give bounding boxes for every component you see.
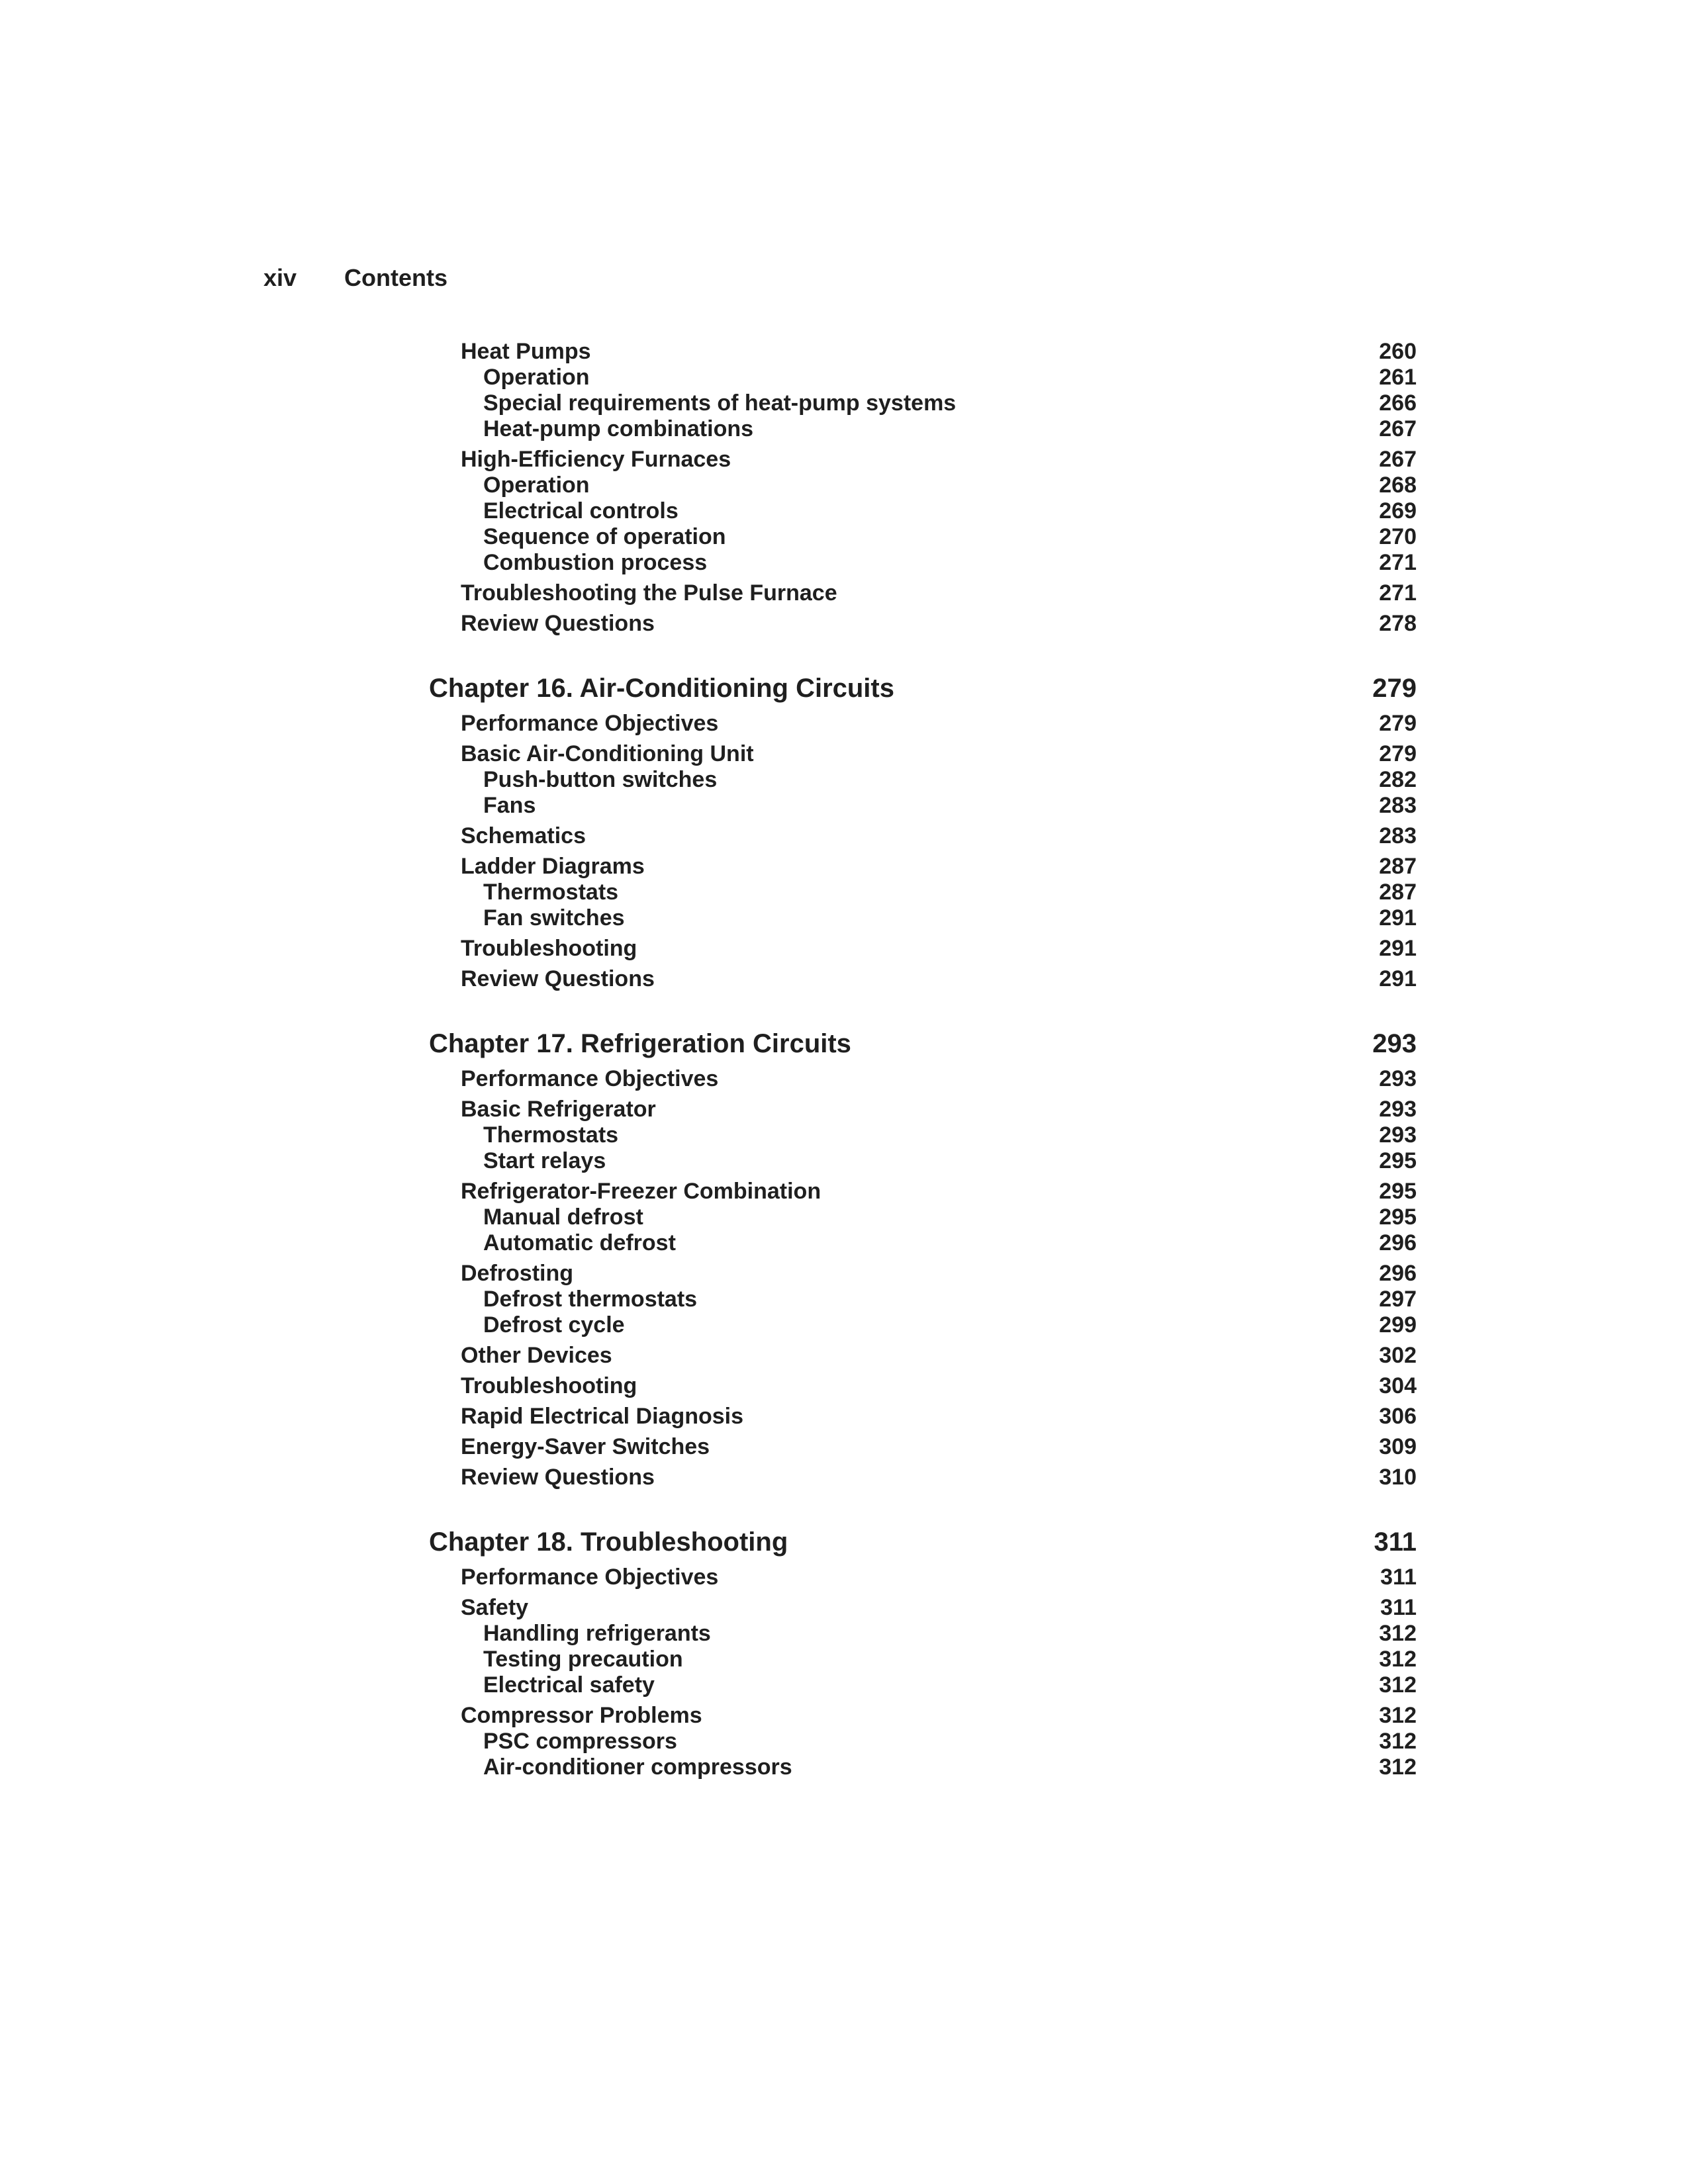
toc-entry-title: Thermostats <box>483 880 619 905</box>
toc-section-row <box>429 1595 1417 1621</box>
toc-entry-title: Handling refrigerants <box>483 1621 711 1646</box>
toc-entry-title: Fans <box>483 793 536 818</box>
toc-section-row <box>429 711 1417 737</box>
toc-section-row <box>429 1097 1417 1122</box>
toc-entry-title: Review Questions <box>461 1465 655 1490</box>
toc-page-number: 267 <box>1379 447 1417 472</box>
toc-subsection-row <box>429 1754 1417 1780</box>
toc-page-number: 306 <box>1379 1404 1417 1429</box>
toc-section-row <box>429 823 1417 849</box>
toc-entry-title: Refrigerator-Freezer Combination <box>461 1179 821 1204</box>
toc-subsection-row <box>429 1672 1417 1698</box>
toc-chapter-row <box>429 1028 1417 1060</box>
toc-entry-title: Thermostats <box>483 1122 619 1148</box>
toc-entry-title: Troubleshooting the Pulse Furnace <box>461 580 837 606</box>
toc-subsection-row <box>429 880 1417 905</box>
toc-subsection-row <box>429 1122 1417 1148</box>
toc-entry-title: Energy-Saver Switches <box>461 1434 710 1459</box>
toc-page-number: 312 <box>1379 1672 1417 1698</box>
toc-subsection-row <box>429 498 1417 524</box>
toc-page-number: 266 <box>1379 390 1417 416</box>
toc-entry-title: High-Efficiency Furnaces <box>461 447 731 472</box>
chapter-title: Chapter 18. Troubleshooting <box>429 1527 788 1557</box>
toc-page-number: 269 <box>1379 498 1417 523</box>
toc-page-number: 302 <box>1379 1343 1417 1368</box>
toc-page-number: 293 <box>1379 1097 1417 1122</box>
toc-page-number: 278 <box>1379 611 1417 636</box>
chapter-title: Chapter 17. Refrigeration Circuits <box>429 1029 851 1058</box>
toc-subsection-row <box>429 416 1417 442</box>
toc-entry-title: Electrical safety <box>483 1672 655 1698</box>
toc-section-row <box>429 936 1417 962</box>
toc-page-number: 282 <box>1379 767 1417 792</box>
toc-subsection-row <box>429 1621 1417 1647</box>
toc-section-row <box>429 741 1417 767</box>
toc-page-number: 293 <box>1372 1029 1417 1058</box>
toc-section-row <box>429 966 1417 992</box>
toc-entry-title: Fan switches <box>483 905 625 931</box>
toc-page-number: 267 <box>1379 416 1417 441</box>
toc-section-row <box>429 1373 1417 1399</box>
toc-page-number: 279 <box>1379 711 1417 736</box>
toc-subsection-row <box>429 1148 1417 1174</box>
toc-entry-title: Air-conditioner compressors <box>483 1754 792 1780</box>
toc-subsection-row <box>429 793 1417 819</box>
toc-page-number: 287 <box>1379 854 1417 879</box>
toc-page-number: 295 <box>1379 1205 1417 1230</box>
toc-entry-title: Defrost cycle <box>483 1312 625 1338</box>
toc-entry-title: Heat-pump combinations <box>483 416 754 441</box>
toc-entry-title: Combustion process <box>483 550 708 575</box>
toc-section-row <box>429 339 1417 365</box>
toc-page-number: 310 <box>1379 1465 1417 1490</box>
running-head <box>263 262 447 294</box>
toc-entry-title: Heat Pumps <box>461 339 591 364</box>
toc-page-number: 271 <box>1379 550 1417 575</box>
toc-subsection-row <box>429 1205 1417 1230</box>
toc-subsection-row <box>429 767 1417 793</box>
toc-page-number: 279 <box>1372 674 1417 703</box>
table-of-contents <box>429 339 1417 1780</box>
toc-entry-title: Basic Air-Conditioning Unit <box>461 741 754 766</box>
toc-page-number: 297 <box>1379 1287 1417 1312</box>
toc-section-row <box>429 1343 1417 1369</box>
toc-page-number: 283 <box>1379 823 1417 848</box>
toc-subsection-row <box>429 524 1417 550</box>
toc-subsection-row <box>429 1647 1417 1672</box>
chapter-title: Chapter 16. Air-Conditioning Circuits <box>429 674 894 703</box>
toc-page-number: 268 <box>1379 473 1417 498</box>
toc-page-number: 291 <box>1379 905 1417 931</box>
toc-section-row <box>429 1434 1417 1460</box>
toc-subsection-row <box>429 1312 1417 1338</box>
toc-section-row <box>429 1261 1417 1287</box>
toc-page-number: 261 <box>1379 365 1417 390</box>
toc-page-number: 312 <box>1379 1754 1417 1780</box>
toc-subsection-row <box>429 905 1417 931</box>
toc-entry-title: Safety <box>461 1595 529 1620</box>
toc-section-row <box>429 1404 1417 1430</box>
toc-page-number: 296 <box>1379 1230 1417 1255</box>
toc-entry-title: Special requirements of heat-pump systems <box>483 390 957 416</box>
toc-page-number: 293 <box>1379 1066 1417 1091</box>
toc-page-number: 295 <box>1379 1179 1417 1204</box>
toc-section-row <box>429 1465 1417 1490</box>
toc-page-number: 299 <box>1379 1312 1417 1338</box>
toc-section-row <box>429 854 1417 880</box>
toc-page-number: 312 <box>1379 1703 1417 1728</box>
toc-entry-title: Schematics <box>461 823 586 848</box>
toc-entry-title: Basic Refrigerator <box>461 1097 656 1122</box>
toc-subsection-row <box>429 1729 1417 1754</box>
toc-subsection-row <box>429 365 1417 390</box>
toc-entry-title: Electrical controls <box>483 498 679 523</box>
toc-page-number: 309 <box>1379 1434 1417 1459</box>
toc-page-number: 271 <box>1379 580 1417 606</box>
toc-entry-title: PSC compressors <box>483 1729 677 1754</box>
toc-entry-title: Rapid Electrical Diagnosis <box>461 1404 744 1429</box>
toc-subsection-row <box>429 473 1417 498</box>
toc-page-number: 311 <box>1374 1527 1417 1557</box>
toc-entry-title: Operation <box>483 365 590 390</box>
toc-entry-title: Performance Objectives <box>461 1565 719 1590</box>
toc-entry-title: Automatic defrost <box>483 1230 676 1255</box>
toc-section-row <box>429 1179 1417 1205</box>
toc-page-number: 304 <box>1379 1373 1417 1398</box>
toc-entry-title: Troubleshooting <box>461 936 637 961</box>
page-folio: xiv <box>263 264 297 291</box>
toc-page-number: 291 <box>1379 936 1417 961</box>
toc-entry-title: Start relays <box>483 1148 606 1173</box>
toc-section-row <box>429 580 1417 606</box>
toc-section-row <box>429 1703 1417 1729</box>
toc-entry-title: Testing precaution <box>483 1647 683 1672</box>
toc-page-number: 312 <box>1379 1729 1417 1754</box>
toc-subsection-row <box>429 390 1417 416</box>
toc-section-row <box>429 1565 1417 1590</box>
toc-entry-title: Manual defrost <box>483 1205 643 1230</box>
toc-entry-title: Operation <box>483 473 590 498</box>
toc-page-number: 260 <box>1379 339 1417 364</box>
toc-subsection-row <box>429 1230 1417 1256</box>
toc-entry-title: Review Questions <box>461 611 655 636</box>
running-title: Contents <box>344 264 448 291</box>
toc-section-row <box>429 447 1417 473</box>
toc-chapter-row <box>429 1526 1417 1558</box>
toc-entry-title: Defrosting <box>461 1261 573 1286</box>
toc-section-row <box>429 1066 1417 1092</box>
toc-entry-title: Performance Objectives <box>461 1066 719 1091</box>
toc-page-number: 291 <box>1379 966 1417 991</box>
toc-section-row <box>429 611 1417 637</box>
toc-entry-title: Defrost thermostats <box>483 1287 698 1312</box>
toc-entry-title: Troubleshooting <box>461 1373 637 1398</box>
toc-entry-title: Compressor Problems <box>461 1703 702 1728</box>
toc-page-number: 296 <box>1379 1261 1417 1286</box>
toc-page-number: 312 <box>1379 1621 1417 1646</box>
toc-subsection-row <box>429 550 1417 576</box>
toc-entry-title: Push-button switches <box>483 767 718 792</box>
toc-page-number: 287 <box>1379 880 1417 905</box>
toc-entry-title: Review Questions <box>461 966 655 991</box>
toc-subsection-row <box>429 1287 1417 1312</box>
toc-entry-title: Ladder Diagrams <box>461 854 645 879</box>
toc-chapter-row <box>429 672 1417 704</box>
toc-page-number: 311 <box>1380 1565 1417 1590</box>
toc-entry-title: Other Devices <box>461 1343 612 1368</box>
toc-page-number: 279 <box>1379 741 1417 766</box>
toc-entry-title: Sequence of operation <box>483 524 726 549</box>
toc-entry-title: Performance Objectives <box>461 711 719 736</box>
toc-page-number: 270 <box>1379 524 1417 549</box>
toc-page-number: 283 <box>1379 793 1417 818</box>
toc-page-number: 312 <box>1379 1647 1417 1672</box>
toc-page-number: 311 <box>1380 1595 1417 1620</box>
toc-page-number: 293 <box>1379 1122 1417 1148</box>
toc-page-number: 295 <box>1379 1148 1417 1173</box>
